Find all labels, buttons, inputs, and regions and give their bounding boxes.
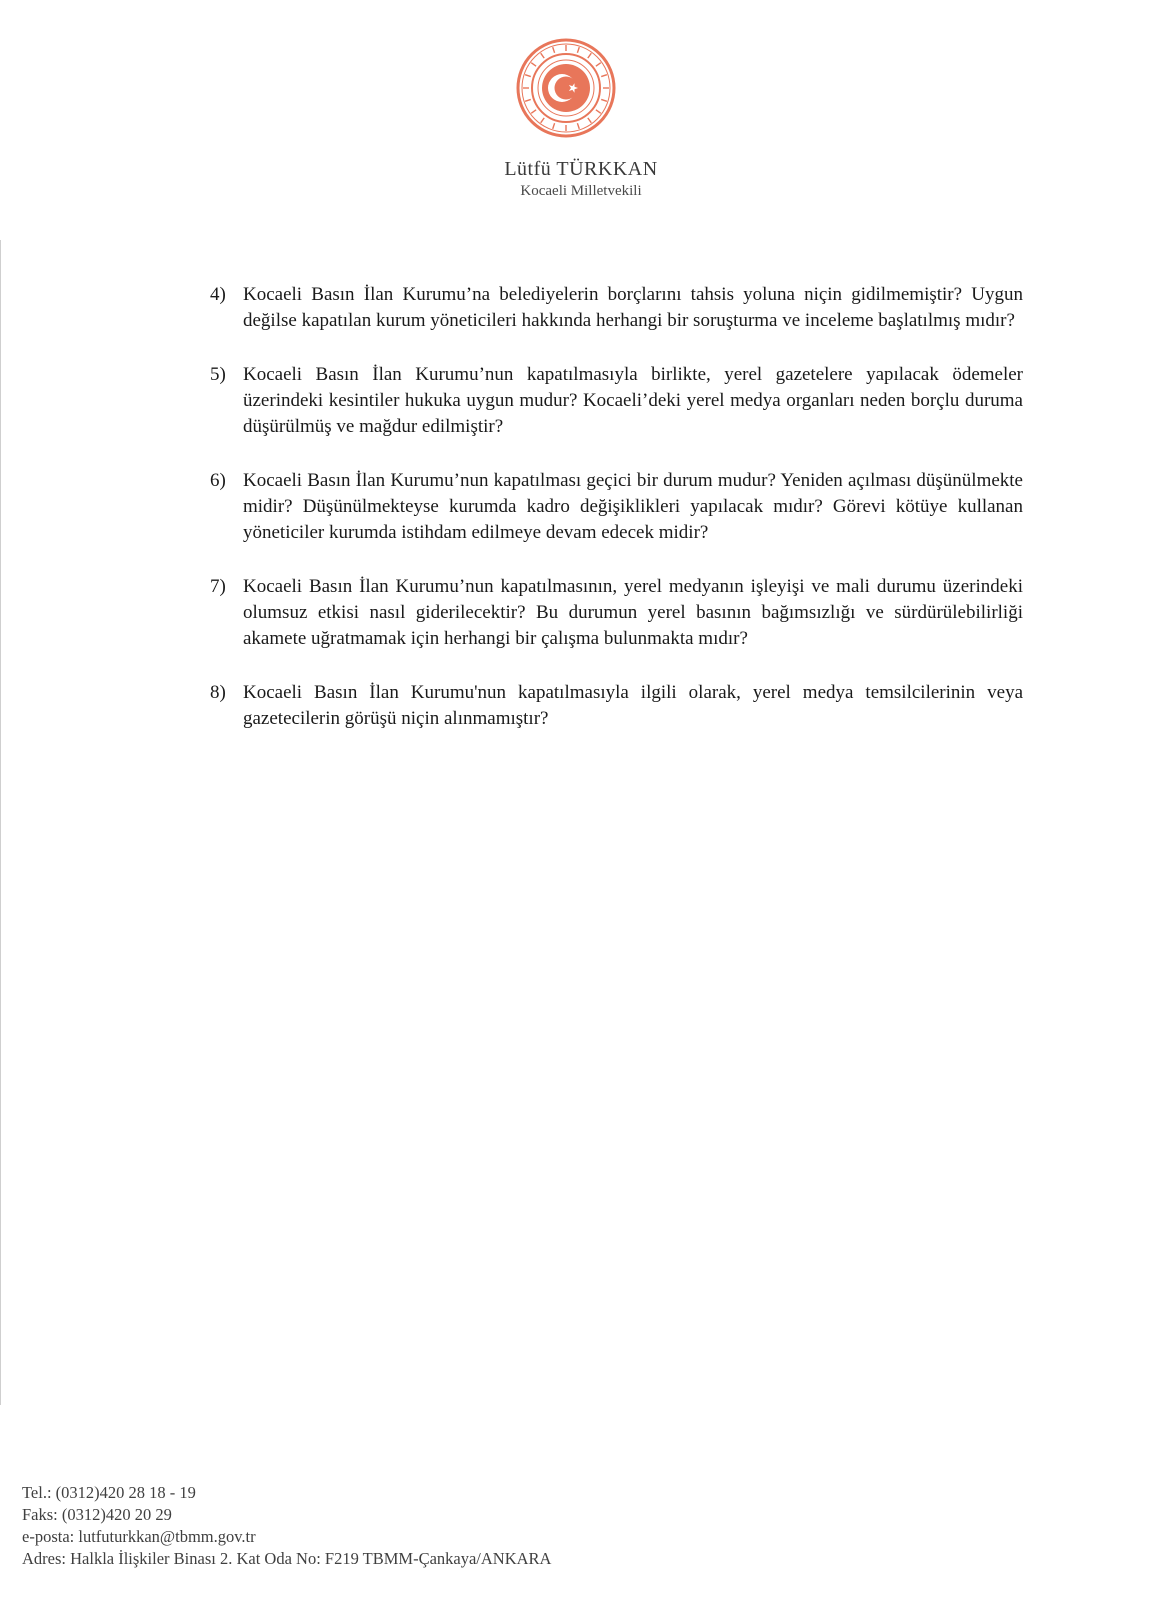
question-item (210, 468, 1023, 546)
question-item (210, 282, 1023, 334)
left-margin-rule (0, 240, 1, 1405)
contact-footer (22, 1482, 551, 1570)
question-text: Kocaeli Basın İlan Kurumu’na belediyelerin borçlarını tahsis yoluna niçin gidilmemiştir? Uygun değilse kapatılan kurum yöneticileri hakkında herhangi bir soruşturma ve inceleme başlatılmış mıdır? (243, 284, 1023, 331)
question-text: Kocaeli Basın İlan Kurumu’nun kapatılmasıyla birlikte, yerel gazetelere yapılacak ödemeler üzerindeki kesintiler hukuka uygun mudur? Kocaeli’deki yerel medya organları neden borçlu duruma düşürülmüş ve mağdur edilmiştir? (243, 364, 1023, 437)
author-name: Lütfü TÜRKKAN (504, 158, 658, 180)
question-item (210, 574, 1023, 652)
question-number: 6) (210, 470, 226, 491)
question-text: Kocaeli Basın İlan Kurumu’nun kapatılmasının, yerel medyanın işleyişi ve mali durumu üzerindeki olumsuz etkisi nasıl giderilecektir? Bu durumun yerel basının bağımsızlığı ve sürdürülebilirliği akamete uğratmamak için herhangi bir çalışma bulunmakta mıdır? (243, 576, 1023, 649)
author-title: Kocaeli Milletvekili (520, 183, 642, 199)
footer-email: e-posta: lutfuturkkan@tbmm.gov.tr (22, 1527, 256, 1546)
question-text: Kocaeli Basın İlan Kurumu’nun kapatılması geçici bir durum mudur? Yeniden açılması düşünülmekte midir? Düşünülmekteyse kurumda kadro değişiklikleri yapılacak mıdır? Görevi kötüye kullanan yöneticiler kurumda istihdam edilmeye devam edecek midir? (243, 470, 1023, 543)
question-number: 7) (210, 576, 226, 597)
question-text: Kocaeli Basın İlan Kurumu'nun kapatılmasıyla ilgili olarak, yerel medya temsilcilerinin veya gazetecilerin görüşü niçin alınmamıştır? (243, 682, 1023, 729)
question-number: 4) (210, 284, 226, 305)
tbmm-emblem-icon (516, 38, 616, 138)
footer-fax: Faks: (0312)420 20 29 (22, 1505, 172, 1524)
footer-address: Adres: Halkla İlişkiler Binası 2. Kat Oda No: F219 TBMM-Çankaya/ANKARA (22, 1549, 552, 1568)
question-item (210, 680, 1023, 732)
question-number: 5) (210, 364, 226, 385)
footer-phone: Tel.: (0312)420 28 18 - 19 (22, 1483, 196, 1502)
question-number: 8) (210, 682, 226, 703)
question-item (210, 362, 1023, 440)
question-list (210, 282, 1023, 760)
